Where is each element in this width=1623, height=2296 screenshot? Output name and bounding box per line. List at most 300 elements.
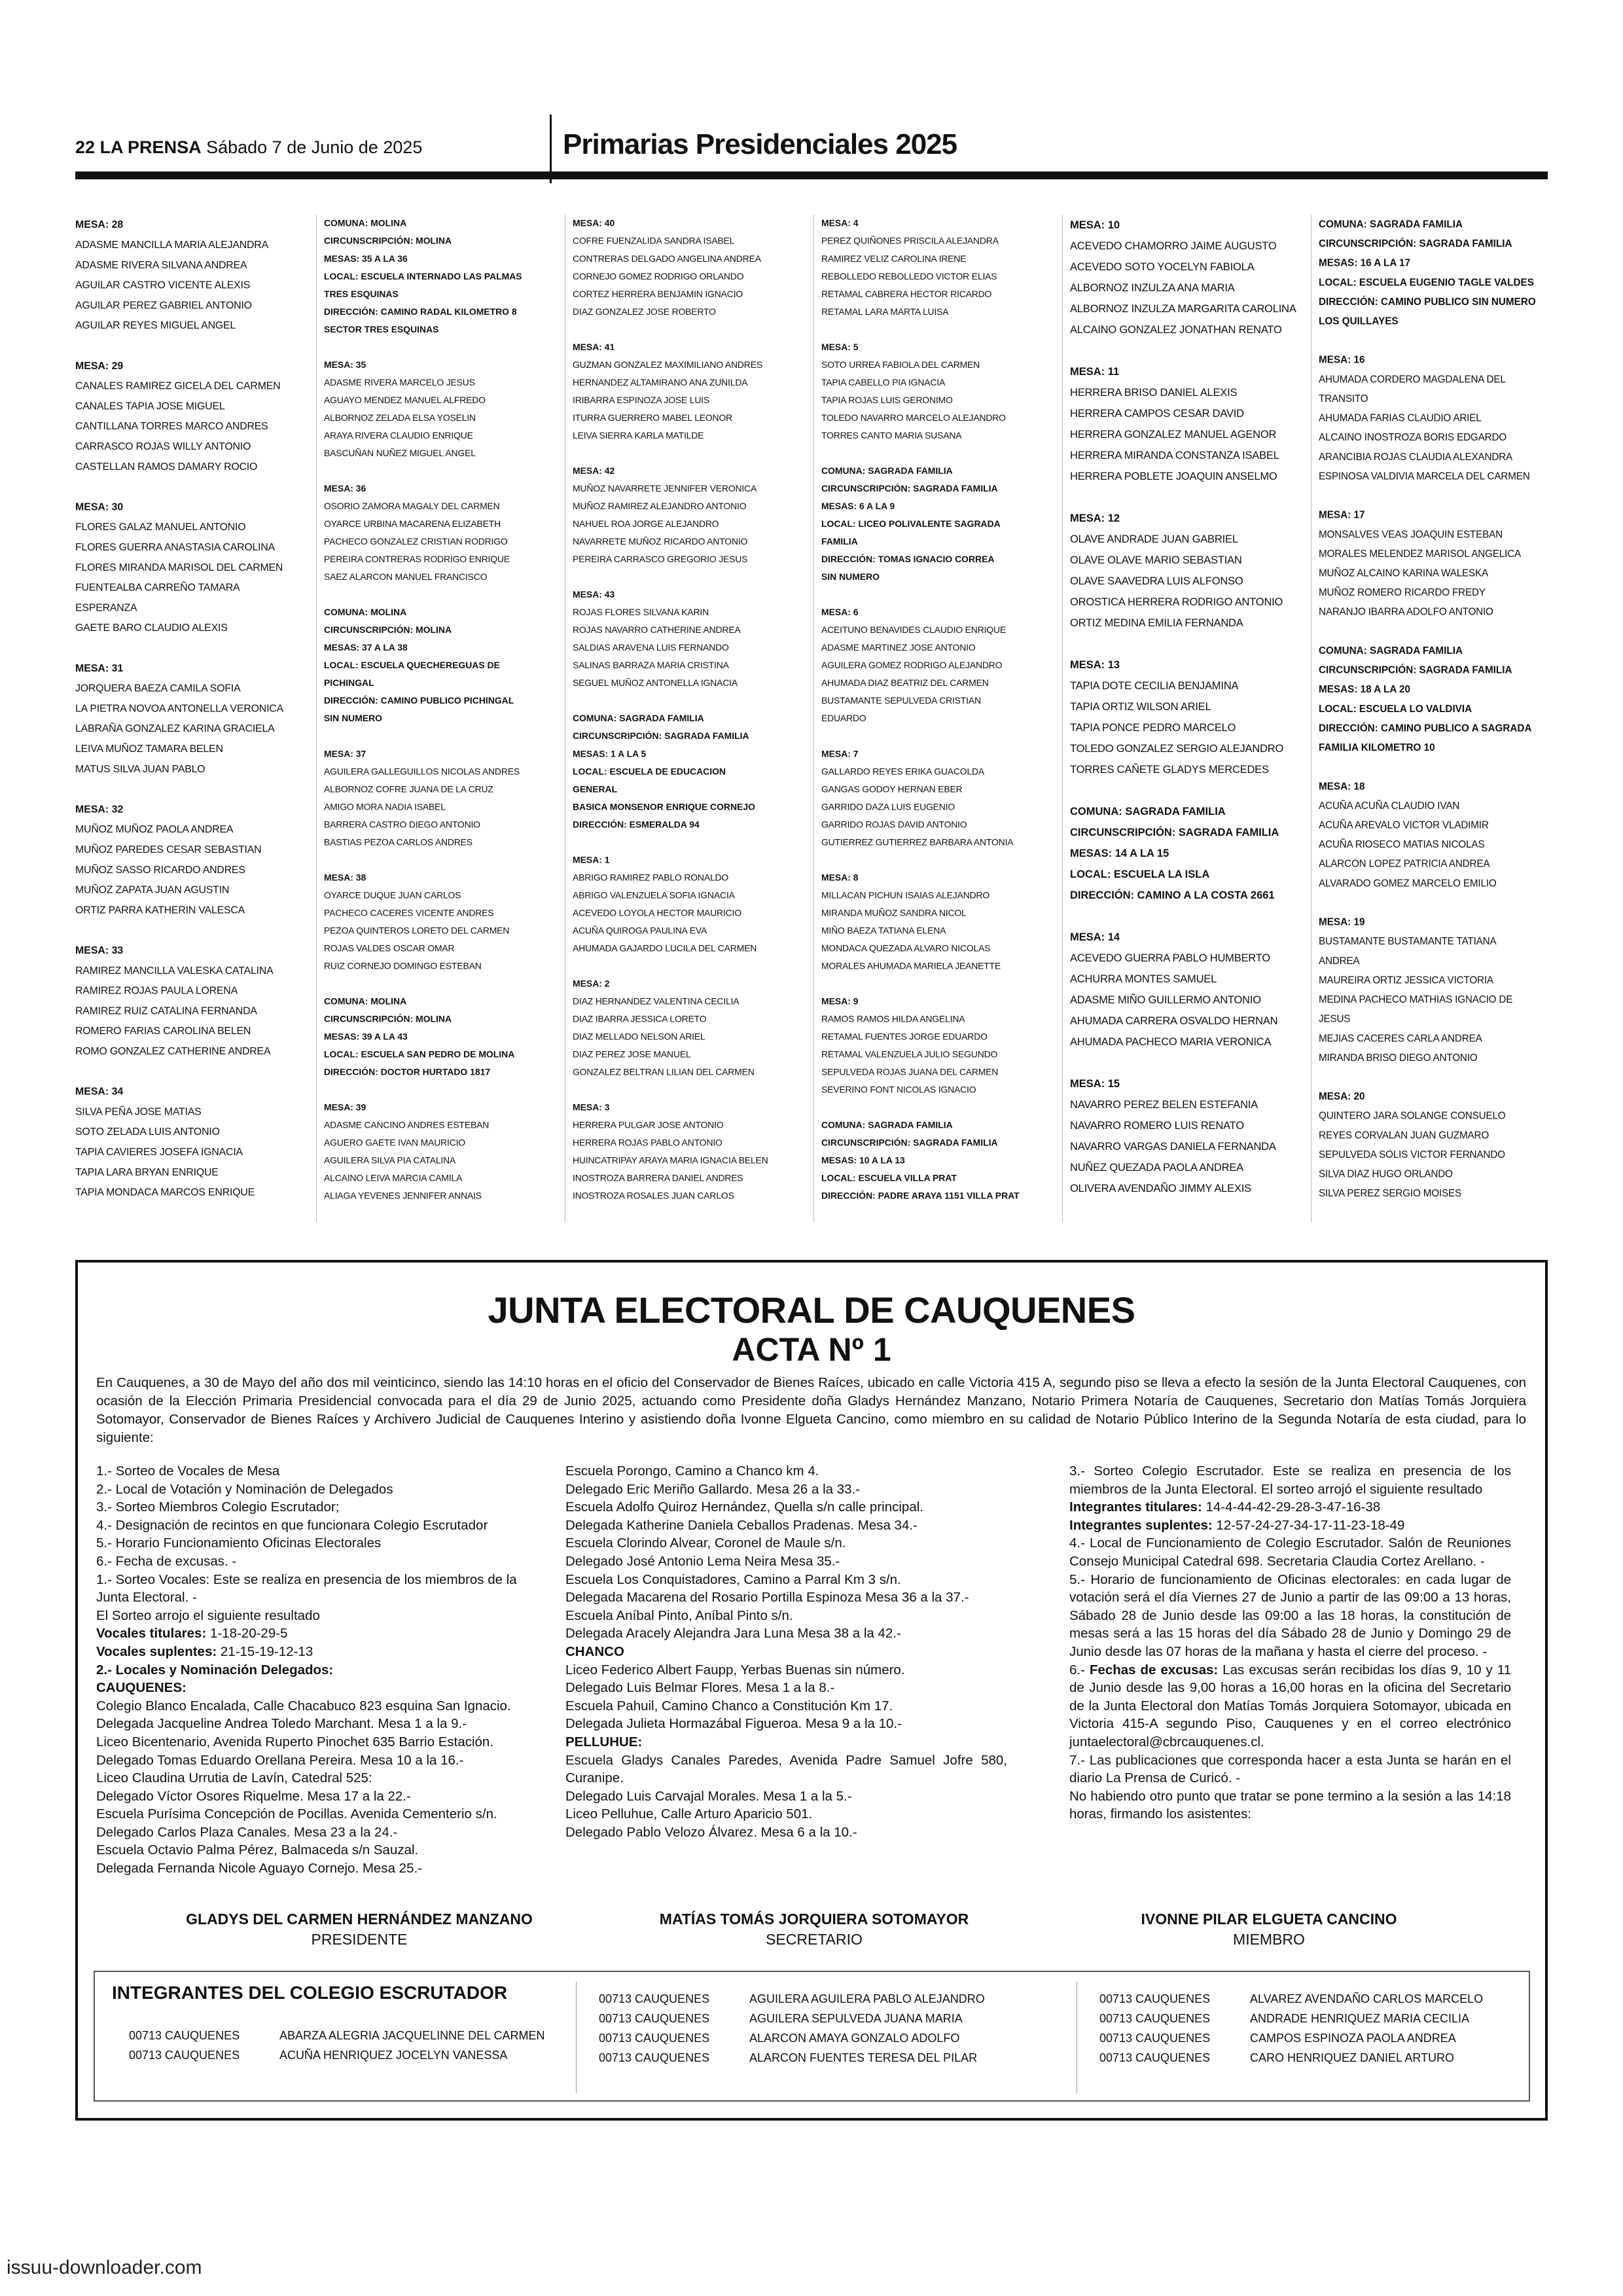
vocal-name: REYES CORVALAN JUAN GUZMARO — [1319, 1130, 1489, 1141]
acta-paragraph: 3.- Sorteo Miembros Colegio Escrutador; — [96, 1499, 340, 1515]
block-heading-line: MESA: 30 — [75, 501, 124, 513]
acta-paragraph: 5.- Horario de funcionamiento de Oficinas electorales: en cada lugar de votación será el día Viernes 27 de Junio a partir de las 09:00 a 13 horas, Sábado 28 de Junio desde las 09:00 a las 18 horas, la constitución de mesas será a las 15 horas del día Sábado 28 de Junio y Domingo 29 de Junio desde las 07 horas de la mañana y hasta el cierre del proceso. - — [1069, 1571, 1511, 1659]
block-heading-line: LOCAL: ESCUELA LA ISLA — [1070, 869, 1210, 880]
listing-column-4 — [821, 215, 1020, 1223]
member-name: ALARCON FUENTES TERESA DEL PILAR — [749, 2051, 978, 2064]
vocal-name: ALIAGA YEVENES JENNIFER ANNAIS — [324, 1191, 482, 1202]
vocal-name: ADASME MANCILLA MARIA ALEJANDRA — [75, 239, 268, 251]
block-heading-line: PICHINGAL — [324, 678, 374, 689]
vocal-name: SILVA PEREZ SERGIO MOISES — [1319, 1188, 1461, 1199]
vocal-name: PACHECO GONZALEZ CRISTIAN RODRIGO — [324, 537, 508, 547]
mesa-block — [75, 356, 302, 477]
acta-paragraph: Escuela Octavio Palma Pérez, Balmaceda s/n Sauzal. — [96, 1842, 419, 1858]
publication-date: Sábado 7 de Junio de 2025 — [206, 137, 423, 157]
vocal-name: ALCAINO LEIVA MARCIA CAMILA — [324, 1173, 463, 1184]
mesa-block — [821, 993, 1020, 1099]
vocal-name: SOTO ZELADA LUIS ANTONIO — [75, 1126, 220, 1138]
colegio-member-row — [129, 2045, 507, 2065]
vocal-name: ACUÑA RIOSECO MATIAS NICOLAS — [1319, 839, 1485, 850]
block-heading-line: MESA: 12 — [1070, 512, 1120, 524]
acta-paragraph: Delegada Aracely Alejandra Jara Luna Mesa 38 a la 42.- — [565, 1626, 901, 1641]
vocal-name: AGUILERA SILVA PIA CATALINA — [324, 1155, 456, 1166]
vocal-name: BASTIAS PEZOA CARLOS ANDRES — [324, 837, 473, 848]
acta-intro: En Cauquenes, a 30 de Mayo del año dos mil veinticinco, siendo las 14:10 horas en el oficio del Conservador de Bienes Raíces, ubicado en calle Victoria 415 A, segundo piso se lleva a efecto la sesión de la Junta Electoral Cauquenes, con ocasión de la Elección Primaria Presidencial convocada para el día 29 de Junio 2025, actuando como Presidente doña Gladys Hernández Manzano, Notario Primera Notaría de Cauquenes, Secretario don Matías Tomás Jorquiera Sotomayor, Conservador de Bienes Raíces y Archivero Judicial de Cauquenes Interino y asistiendo doña Ivonne Elgueta Cancino, como miembro en su calidad de Notario Público Interino de la Segunda Notaría de esta ciudad, para lo siguiente: — [96, 1375, 1526, 1445]
block-heading-line: MESA: 17 — [1319, 509, 1365, 521]
acta-paragraph: 4.- Designación de recintos en que funcionara Colegio Escrutador — [96, 1517, 488, 1533]
vocal-name: ACEVEDO SOTO YOCELYN FABIOLA — [1070, 261, 1255, 273]
vocal-name: SOTO URREA FABIOLA DEL CARMEN — [821, 360, 980, 370]
block-heading-line: MESA: 20 — [1319, 1091, 1365, 1102]
colegio-member-row — [1099, 2028, 1456, 2048]
acta-paragraph: Escuela Porongo, Camino a Chanco km 4. — [565, 1463, 819, 1479]
member-location-code: 00713 CAUQUENES — [599, 2012, 710, 2025]
vocal-name: ALBORNOZ COFRE JUANA DE LA CRUZ — [324, 784, 493, 795]
block-heading-line: COMUNA: SAGRADA FAMILIA — [573, 713, 704, 724]
acta-paragraph: Escuela Pahuil, Camino Chanco a Constitución Km 17. — [565, 1698, 893, 1713]
vocal-name: ACUÑA QUIROGA PAULINA EVA — [573, 925, 707, 936]
vocal-name: IRIBARRA ESPINOZA JOSE LUIS — [573, 395, 710, 406]
vocal-name: MONDACA QUEZADA ALVARO NICOLAS — [821, 943, 991, 954]
mesa-block — [1319, 350, 1537, 486]
vocal-name: AHUMADA CORDERO MAGDALENA DEL TRANSITO — [1319, 374, 1506, 404]
block-heading-line: LOCAL: ESCUELA EUGENIO TAGLE VALDES — [1319, 277, 1534, 288]
vocal-name: ADASME MARTINEZ JOSE ANTONIO — [821, 643, 976, 653]
vocal-name: MONSALVES VEAS JOAQUIN ESTEBAN — [1319, 529, 1503, 540]
colegio-member-row — [1099, 2009, 1469, 2028]
member-location-code: 00713 CAUQUENES — [129, 2029, 240, 2042]
block-heading-line: CIRCUNSCRIPCIÓN: SAGRADA FAMILIA — [573, 731, 749, 742]
member-name: ANDRADE HENRIQUEZ MARIA CECILIA — [1250, 2012, 1470, 2025]
block-heading-line: MESAS: 1 A LA 5 — [573, 749, 647, 759]
colegio-member-row — [129, 2026, 544, 2045]
acta-paragraph: Delegado José Antonio Lema Neira Mesa 35.- — [565, 1553, 840, 1569]
vocal-name: RUIZ CORNEJO DOMINGO ESTEBAN — [324, 961, 482, 971]
vocal-name: GARRIDO DAZA LUIS EUGENIO — [821, 802, 955, 812]
vocal-name: ALVARADO GOMEZ MARCELO EMILIO — [1319, 878, 1497, 889]
vocal-name: NAVARRO ROMERO LUIS RENATO — [1070, 1120, 1244, 1132]
acta-paragraph: Delegada Macarena del Rosario Portilla Espinoza Mesa 36 a la 37.- — [565, 1590, 969, 1605]
vocal-name: ACEVEDO GUERRA PABLO HUMBERTO — [1070, 952, 1270, 964]
vocal-name: MEDINA PACHECO MATHIAS IGNACIO DE JESUS — [1319, 994, 1513, 1025]
mesa-block — [821, 603, 1020, 727]
vocal-name: REBOLLEDO REBOLLEDO VICTOR ELIAS — [821, 271, 997, 282]
local-info-block — [324, 993, 523, 1081]
acta-paragraph: Delegado Carlos Plaza Canales. Mesa 23 a la 24.- — [96, 1824, 398, 1840]
block-heading-line: MESA: 6 — [821, 607, 859, 618]
vocal-name: ABRIGO VALENZUELA SOFIA IGNACIA — [573, 890, 735, 901]
page-info — [75, 137, 422, 158]
mesa-block — [75, 941, 302, 1062]
acta-bold-label: Vocales titulares: — [96, 1626, 207, 1641]
vocal-name: MUÑOZ MUÑOZ PAOLA ANDREA — [75, 823, 234, 836]
block-heading-line: LOCAL: LICEO POLIVALENTE SAGRADA — [821, 519, 1001, 529]
block-heading-line: MESA: 39 — [324, 1102, 366, 1113]
block-heading-line: DIRECCIÓN: CAMINO A LA COSTA 2661 — [1070, 889, 1275, 901]
mesa-block — [1070, 508, 1306, 634]
mesa-block — [324, 869, 523, 975]
block-heading-line: MESA: 43 — [573, 590, 615, 600]
vocal-name: LEIVA MUÑOZ TAMARA BELEN — [75, 743, 223, 755]
vocal-name: COFRE FUENZALIDA SANDRA ISABEL — [573, 236, 735, 247]
vocal-name: AGUILERA GALLEGUILLOS NICOLAS ANDRES — [324, 766, 520, 777]
watermark-footer: issuu-downloader.com — [7, 2257, 202, 2278]
vocal-name: MIÑO BAEZA TATIANA ELENA — [821, 925, 946, 936]
block-heading-line: MESAS: 35 A LA 36 — [324, 253, 408, 264]
vocal-name: TAPIA MONDACA MARCOS ENRIQUE — [75, 1187, 255, 1198]
vocal-name: TAPIA LARA BRYAN ENRIQUE — [75, 1166, 219, 1178]
block-heading-line: MESA: 2 — [573, 978, 610, 989]
block-heading-line: DIRECCIÓN: CAMINO PUBLICO PICHINGAL — [324, 696, 514, 706]
vocal-name: PEREIRA CONTRERAS RODRIGO ENRIQUE — [324, 554, 510, 565]
signature-name: MATÍAS TOMÁS JORQUIERA SOTOMAYOR — [659, 1910, 969, 1928]
vocal-name: ARAYA RIVERA CLAUDIO ENRIQUE — [324, 431, 473, 441]
block-heading-line: MESA: 4 — [821, 218, 859, 229]
block-heading-line: MESA: 1 — [573, 855, 610, 865]
acta-bold-label: Integrantes suplentes: — [1069, 1517, 1213, 1533]
block-heading-line: DIRECCIÓN: TOMAS IGNACIO CORREA — [821, 554, 995, 565]
vocal-name: HERRERA PULGAR JOSE ANTONIO — [573, 1120, 724, 1131]
vocal-name: ALCAINO INOSTROZA BORIS EDGARDO — [1319, 432, 1507, 443]
colegio-title: INTEGRANTES DEL COLEGIO ESCRUTADOR — [112, 1982, 508, 2003]
block-heading-line: CIRCUNSCRIPCIÓN: SAGRADA FAMILIA — [1319, 238, 1512, 249]
block-heading-line: DIRECCIÓN: DOCTOR HURTADO 1817 — [324, 1067, 491, 1077]
vocal-name: ABRIGO RAMIREZ PABLO RONALDO — [573, 872, 729, 883]
vocal-name: GAETE BARO CLAUDIO ALEXIS — [75, 622, 228, 634]
vocal-name: BASCUÑAN NUÑEZ MIGUEL ANGEL — [324, 448, 476, 459]
acta-bold-label: Integrantes titulares: — [1069, 1499, 1202, 1515]
member-location-code: 00713 CAUQUENES — [599, 1992, 710, 2005]
colegio-member-row — [599, 2048, 977, 2068]
block-heading-line: MESA: 42 — [573, 466, 615, 476]
vocal-name: HERRERA POBLETE JOAQUIN ANSELMO — [1070, 471, 1277, 482]
acta-paragraph: 6.- Fechas de excusas: Las excusas serán recibidas los días 9, 10 y 11 de Junio desde las 9,00 horas a 16,00 horas en la oficina del Secretario de la Junta Electoral don Matías Tomás Jorquiera Sotomayor, ubicada en Victoria 415-A segundo Piso, Cauquenes y en el correo electrónico juntaelectoral@cbrcauquenes.cl. — [1069, 1662, 1511, 1749]
vocal-name: RETAMAL LARA MARTA LUISA — [821, 306, 949, 317]
acta-paragraph: Liceo Bicentenario, Avenida Ruperto Pinochet 635 Barrio Estación. — [96, 1734, 494, 1749]
acta-paragraph: 3.- Sorteo Colegio Escrutador. Este se realiza en presencia de los miembros de la Junta Electoral. El sorteo arrojó el siguiente resultado — [1069, 1463, 1511, 1497]
block-heading-line: MESAS: 37 A LA 38 — [324, 643, 408, 653]
block-heading-line: MESA: 35 — [324, 360, 366, 370]
block-heading-line: MESA: 29 — [75, 360, 124, 372]
vocal-name: TAPIA ROJAS LUIS GERONIMO — [821, 395, 953, 406]
block-heading-line: LOCAL: ESCUELA LO VALDIVIA — [1319, 703, 1472, 715]
vocal-name: DIAZ MELLADO NELSON ARIEL — [573, 1031, 705, 1042]
block-heading-line: LOCAL: ESCUELA QUECHEREGUAS DE — [324, 660, 500, 671]
vocal-name: ROMO GONZALEZ CATHERINE ANDREA — [75, 1045, 271, 1057]
acta-subtitle: ACTA Nº 1 — [732, 1331, 891, 1368]
vocal-name: RETAMAL FUENTES JORGE EDUARDO — [821, 1031, 988, 1042]
block-heading-line: MESAS: 6 A LA 9 — [821, 501, 895, 512]
vocal-name: SALDIAS ARAVENA LUIS FERNANDO — [573, 643, 729, 653]
block-heading-line: MESA: 9 — [821, 996, 859, 1007]
colegio-escrutador-box — [94, 1971, 1530, 2102]
vocal-name: GUZMAN GONZALEZ MAXIMILIANO ANDRES — [573, 360, 762, 370]
block-heading-line: MESA: 40 — [573, 218, 615, 229]
listing-column-2 — [324, 215, 523, 1223]
signature-presidente — [130, 1910, 588, 1948]
local-info-block — [573, 709, 772, 833]
acta-paragraph: No habiendo otro punto que tratar se pone termino a la sesión a las 14:18 horas, firmando los asistentes: — [1069, 1788, 1511, 1822]
signature-miembro — [1040, 1910, 1498, 1948]
acta-paragraph: 2.- Local de Votación y Nominación de Delegados — [96, 1481, 393, 1497]
mesa-block — [1319, 912, 1537, 1067]
block-heading-line: MESA: 5 — [821, 342, 859, 353]
local-info-block — [1319, 215, 1537, 331]
block-heading-line: MESAS: 39 A LA 43 — [324, 1031, 408, 1042]
acta-column-2 — [565, 1462, 1007, 1841]
acta-paragraph: Liceo Federico Albert Faupp, Yerbas Buenas sin número. — [565, 1662, 905, 1677]
acta-paragraph: Delegado Víctor Osores Riquelme. Mesa 17 a la 22.- — [96, 1788, 411, 1804]
vocal-name: NAVARRO VARGAS DANIELA FERNANDA — [1070, 1141, 1276, 1153]
vocal-name: BUSTAMANTE SEPULVEDA CRISTIAN EDUARDO — [821, 696, 981, 724]
block-heading-line: BASICA MONSENOR ENRIQUE CORNEJO — [573, 802, 755, 812]
vocal-name: SEVERINO FONT NICOLAS IGNACIO — [821, 1085, 976, 1095]
acta-paragraph: 5.- Horario Funcionamiento Oficinas Electorales — [96, 1535, 382, 1551]
colegio-member-row — [1099, 2048, 1454, 2068]
acta-paragraph: Escuela Aníbal Pinto, Aníbal Pinto s/n. — [565, 1607, 793, 1623]
block-heading-line: MESA: 28 — [75, 219, 124, 231]
vocal-name: MUÑOZ SASSO RICARDO ANDRES — [75, 864, 245, 876]
mesa-block — [821, 869, 1020, 975]
vocal-name: ITURRA GUERRERO MABEL LEONOR — [573, 413, 733, 423]
member-name: CARO HENRIQUEZ DANIEL ARTURO — [1250, 2051, 1455, 2064]
colegio-member-row — [1099, 1989, 1483, 2009]
block-heading-line: COMUNA: MOLINA — [324, 218, 407, 229]
block-heading-line: COMUNA: SAGRADA FAMILIA — [821, 466, 953, 476]
mesa-block — [324, 1099, 523, 1205]
block-heading-line: MESA: 11 — [1070, 366, 1120, 378]
signature-secretario — [585, 1910, 1043, 1948]
vocal-name: MATUS SILVA JUAN PABLO — [75, 763, 205, 775]
vocal-name: AGUILAR REYES MIGUEL ANGEL — [75, 319, 236, 332]
block-heading-line: DIRECCIÓN: PADRE ARAYA 1151 VILLA PRAT — [821, 1191, 1020, 1202]
mesa-block — [75, 799, 302, 920]
member-name: AGUILERA AGUILERA PABLO ALEJANDRO — [749, 1992, 985, 2005]
signature-name: IVONNE PILAR ELGUETA CANCINO — [1141, 1910, 1397, 1928]
acta-paragraph — [96, 1679, 538, 1697]
mesa-block — [573, 338, 772, 444]
vocal-name: MUÑOZ ROMERO RICARDO FREDY — [1319, 587, 1486, 598]
block-heading-line: MESA: 31 — [75, 662, 124, 674]
acta-paragraph: 7.- Las publicaciones que corresponda hacer a esta Junta se harán en el diario La Prensa de Curicó. - — [1069, 1752, 1511, 1786]
block-heading-line: CIRCUNSCRIPCIÓN: MOLINA — [324, 1014, 452, 1024]
vocal-name: MUÑOZ ALCAINO KARINA WALESKA — [1319, 567, 1489, 579]
block-heading-line: FAMILIA KILOMETRO 10 — [1319, 742, 1435, 753]
page-number: 22 — [75, 137, 96, 157]
mesa-block — [573, 586, 772, 692]
vocal-name: CARRASCO ROJAS WILLY ANTONIO — [75, 440, 251, 452]
block-heading-line: MESAS: 16 A LA 17 — [1319, 257, 1411, 269]
vocal-name: ACEITUNO BENAVIDES CLAUDIO ENRIQUE — [821, 625, 1006, 636]
vocal-name: OSORIO ZAMORA MAGALY DEL CARMEN — [324, 501, 500, 512]
member-name: AGUILERA SEPULVEDA JUANA MARIA — [749, 2012, 963, 2025]
vocal-name: FLORES GALAZ MANUEL ANTONIO — [75, 521, 246, 533]
vocal-name: OROSTICA HERRERA RODRIGO ANTONIO — [1070, 596, 1283, 608]
block-heading-line: LOCAL: ESCUELA VILLA PRAT — [821, 1173, 957, 1184]
block-heading-line: CIRCUNSCRIPCIÓN: SAGRADA FAMILIA — [821, 484, 998, 494]
vocal-name: AGUERO GAETE IVAN MAURICIO — [324, 1138, 465, 1149]
member-name: ABARZA ALEGRIA JACQUELINNE DEL CARMEN — [279, 2029, 545, 2042]
vocal-name: ROJAS VALDES OSCAR OMAR — [324, 943, 455, 954]
block-heading-line: COMUNA: SAGRADA FAMILIA — [1070, 806, 1226, 817]
mesa-block — [75, 1081, 302, 1202]
vocal-name: FLORES MIRANDA MARISOL DEL CARMEN — [75, 562, 283, 573]
vocal-name: HERRERA CAMPOS CESAR DAVID — [1070, 408, 1244, 420]
vocal-name: TAPIA CABELLO PIA IGNACIA — [821, 378, 946, 388]
colegio-member-row — [599, 2009, 963, 2028]
vocal-name: PACHECO CACERES VICENTE ANDRES — [324, 908, 494, 918]
mesa-block — [821, 215, 1020, 321]
block-heading-line: FAMILIA — [821, 537, 858, 547]
section-title: Primarias Presidenciales 2025 — [563, 128, 957, 160]
acta-paragraph: Liceo Claudina Urrutia de Lavín, Catedral 525: — [96, 1770, 372, 1786]
member-location-code: 00713 CAUQUENES — [129, 2049, 240, 2062]
vocal-name: AHUMADA CARRERA OSVALDO HERNAN — [1070, 1015, 1278, 1027]
vocal-name: MORALES MELENDEZ MARISOL ANGELICA — [1319, 548, 1521, 560]
vocal-name: FLORES GUERRA ANASTASIA CAROLINA — [75, 541, 276, 553]
block-heading-line: MESA: 18 — [1319, 781, 1365, 792]
signature-role: PRESIDENTE — [311, 1931, 408, 1948]
vocal-name: RETAMAL VALENZUELA JULIO SEGUNDO — [821, 1049, 998, 1060]
vocal-name: OLIVERA AVENDAÑO JIMMY ALEXIS — [1070, 1183, 1251, 1194]
mesa-block — [573, 462, 772, 568]
mesa-block — [821, 745, 1020, 852]
vocal-name: ALCAINO GONZALEZ JONATHAN RENATO — [1070, 324, 1282, 336]
acta-paragraph — [565, 1733, 1007, 1751]
vocal-name: RAMIREZ RUIZ CATALINA FERNANDA — [75, 1005, 257, 1017]
member-location-code: 00713 CAUQUENES — [1099, 1992, 1211, 2005]
block-heading-line: MESA: 34 — [75, 1086, 124, 1098]
acta-paragraph: 6.- Fecha de excusas. - — [96, 1553, 237, 1569]
vocal-name: MIRANDA MUÑOZ SANDRA NICOL — [821, 908, 967, 918]
block-heading-line: CIRCUNSCRIPCIÓN: MOLINA — [324, 236, 452, 247]
vocal-name: AMIGO MORA NADIA ISABEL — [324, 802, 446, 812]
signature-role: MIEMBRO — [1233, 1931, 1305, 1948]
vocal-name: GANGAS GODOY HERNAN EBER — [821, 784, 963, 795]
mesa-block — [324, 480, 523, 586]
acta-paragraph: Delegado Tomas Eduardo Orellana Pereira. Mesa 10 a la 16.- — [96, 1752, 464, 1768]
vocal-name: ORTIZ MEDINA EMILIA FERNANDA — [1070, 617, 1243, 629]
vocal-name: HERRERA MIRANDA CONSTANZA ISABEL — [1070, 450, 1279, 461]
vocal-name: OLAVE OLAVE MARIO SEBASTIAN — [1070, 554, 1242, 566]
vocal-name: MILLACAN PICHUN ISAIAS ALEJANDRO — [821, 890, 990, 901]
acta-paragraph: Escuela Gladys Canales Paredes, Avenida Padre Samuel Jofre 580, Curanipe. — [565, 1752, 1007, 1786]
mesa-block — [75, 658, 302, 780]
vocal-name: ACEVEDO CHAMORRO JAIME AUGUSTO — [1070, 240, 1277, 252]
block-heading-line: CIRCUNSCRIPCIÓN: SAGRADA FAMILIA — [821, 1138, 998, 1149]
column-divider — [316, 215, 317, 1223]
block-heading-line: SIN NUMERO — [324, 713, 383, 724]
block-heading-line: MESA: 10 — [1070, 219, 1120, 231]
local-info-block — [821, 462, 1020, 586]
acta-column-1 — [96, 1462, 538, 1878]
acta-bold-label: CAUQUENES: — [96, 1680, 187, 1696]
vocal-name: DIAZ PEREZ JOSE MANUEL — [573, 1049, 691, 1060]
vocal-name: CANALES TAPIA JOSE MIGUEL — [75, 400, 225, 412]
column-divider — [1062, 215, 1063, 1223]
vocal-name: GARRIDO ROJAS DAVID ANTONIO — [821, 819, 967, 830]
acta-paragraph: Colegio Blanco Encalada, Calle Chacabuco 823 esquina San Ignacio. — [96, 1698, 511, 1713]
local-info-block — [324, 215, 523, 338]
vocal-name: CORTEZ HERRERA BENJAMIN IGNACIO — [573, 289, 743, 300]
listing-column-5 — [1070, 215, 1306, 1220]
signature-role: SECRETARIO — [766, 1931, 863, 1948]
vocal-name: NAVARRO PEREZ BELEN ESTEFANIA — [1070, 1099, 1258, 1111]
vocales-listing — [75, 215, 1548, 1236]
member-name: ACUÑA HENRIQUEZ JOCELYN VANESSA — [279, 2049, 508, 2062]
block-heading-line: MESA: 15 — [1070, 1078, 1120, 1090]
block-heading-line: COMUNA: MOLINA — [324, 996, 407, 1007]
vocal-name: AHUMADA DIAZ BEATRIZ DEL CARMEN — [821, 678, 989, 689]
member-location-code: 00713 CAUQUENES — [599, 2051, 710, 2064]
vocal-name: HERRERA BRISO DANIEL ALEXIS — [1070, 387, 1238, 399]
block-heading-line: MESA: 8 — [821, 872, 859, 883]
mesa-block — [75, 215, 302, 336]
column-divider — [576, 1982, 577, 2093]
acta-paragraph: Escuela Purísima Concepción de Pocillas. Avenida Cementerio s/n. — [96, 1806, 497, 1822]
mesa-block — [1070, 927, 1306, 1052]
vocal-name: CANTILLANA TORRES MARCO ANDRES — [75, 420, 268, 433]
block-heading-line: COMUNA: SAGRADA FAMILIA — [1319, 645, 1463, 656]
vocal-name: LEIVA SIERRA KARLA MATILDE — [573, 431, 704, 441]
block-heading-line: SECTOR TRES ESQUINAS — [324, 325, 439, 335]
mesa-block — [1319, 505, 1537, 622]
acta-bold-label: 2.- Locales y Nominación Delegados: — [96, 1662, 334, 1677]
acta-paragraph: Escuela Adolfo Quiroz Hernández, Quella s/n calle principal. — [565, 1499, 923, 1515]
mesa-block — [1319, 1087, 1537, 1204]
vocal-name: NAVARRETE MUÑOZ RICARDO ANTONIO — [573, 537, 748, 547]
block-heading-line: LOCAL: ESCUELA DE EDUCACION GENERAL — [573, 766, 726, 795]
vocal-name: TAPIA CAVIERES JOSEFA IGNACIA — [75, 1146, 243, 1158]
vocal-name: FUENTEALBA CARREÑO TAMARA ESPERANZA — [75, 582, 240, 614]
block-heading-line: COMUNA: SAGRADA FAMILIA — [821, 1120, 953, 1131]
acta-paragraph: Delegado Eric Meriño Gallardo. Mesa 26 a la 33.- — [565, 1481, 861, 1497]
local-info-block — [1070, 801, 1306, 906]
block-heading-line: MESA: 33 — [75, 944, 124, 956]
vocal-name: HUINCATRIPAY ARAYA MARIA IGNACIA BELEN — [573, 1155, 768, 1166]
vocal-name: JORQUERA BAEZA CAMILA SOFIA — [75, 683, 241, 694]
vocal-name: SEGUEL MUÑOZ ANTONELLA IGNACIA — [573, 678, 738, 689]
header-rule — [75, 171, 1548, 179]
vocal-name: CANALES RAMIREZ GICELA DEL CARMEN — [75, 380, 281, 392]
vocal-name: OLAVE SAAVEDRA LUIS ALFONSO — [1070, 575, 1243, 587]
vocal-name: LA PIETRA NOVOA ANTONELLA VERONICA — [75, 702, 283, 715]
mesa-block — [573, 852, 772, 958]
vocal-name: SILVA DIAZ HUGO ORLANDO — [1319, 1168, 1453, 1180]
vocal-name: ADASME CANCINO ANDRES ESTEBAN — [324, 1120, 490, 1131]
vocal-name: TORRES CAÑETE GLADYS MERCEDES — [1070, 764, 1269, 776]
vocal-name: ROJAS NAVARRO CATHERINE ANDREA — [573, 625, 741, 636]
vocal-name: ACHURRA MONTES SAMUEL — [1070, 973, 1217, 985]
vocal-name: SILVA PEÑA JOSE MATIAS — [75, 1105, 202, 1118]
vocal-name: MUÑOZ RAMIREZ ALEJANDRO ANTONIO — [573, 501, 747, 512]
block-heading-line: MESA: 38 — [324, 872, 366, 883]
vocal-name: NARANJO IBARRA ADOLFO ANTONIO — [1319, 606, 1493, 618]
mesa-block — [1319, 777, 1537, 893]
block-heading-line: DIRECCIÓN: CAMINO PUBLICO A SAGRADA — [1319, 723, 1532, 734]
acta-paragraph: 4.- Local de Funcionamiento de Colegio Escrutador. Salón de Reuniones Consejo Municipal Catedral 698. Secretaria Claudia Cortez Arellano. - — [1069, 1535, 1511, 1569]
local-info-block — [821, 1117, 1020, 1205]
block-heading-line: COMUNA: MOLINA — [324, 607, 407, 618]
block-heading-line: MESAS: 18 A LA 20 — [1319, 684, 1411, 695]
block-heading-line: MESA: 14 — [1070, 931, 1120, 943]
block-heading-line: MESA: 7 — [821, 749, 859, 759]
vocal-name: OYARCE DUQUE JUAN CARLOS — [324, 890, 461, 901]
vocal-name: ADASME RIVERA SILVANA ANDREA — [75, 259, 247, 271]
member-location-code: 00713 CAUQUENES — [1099, 2032, 1211, 2045]
vocal-name: AGUILAR PEREZ GABRIEL ANTONIO — [75, 299, 252, 312]
vocal-name: RAMOS RAMOS HILDA ANGELINA — [821, 1014, 965, 1024]
vocal-name: BUSTAMANTE BUSTAMANTE TATIANA ANDREA — [1319, 936, 1496, 967]
